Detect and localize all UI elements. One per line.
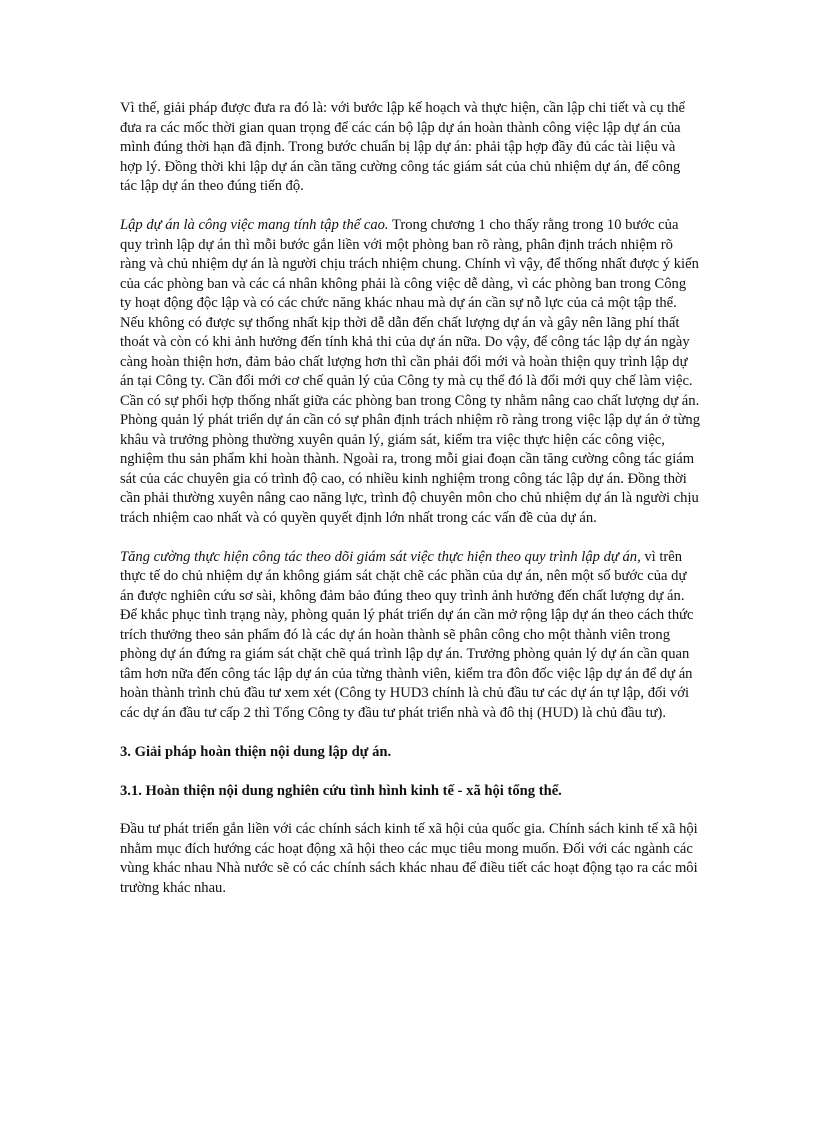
section-heading-3-1: 3.1. Hoàn thiện nội dung nghiên cứu tình hình kinh tế - xã hội tổng thể. [120, 782, 562, 799]
section-heading-3: 3. Giải pháp hoàn thiện nội dung lập dự án. [120, 744, 392, 760]
document-body [120, 99, 700, 898]
paragraph-collective-work-body: Trong chương 1 cho thấy rằng trong 10 bước của quy trình lập dự án thì mỗi bước gắn liền với một phòng ban rõ ràng, phân định trách nhiệm rõ ràng và chủ nhiệm dự án là người chịu trách nhiệm chung. Chính vì vậy, để thống nhất được ý kiến của các phòng ban và các cá nhân không phải là công việc dễ dàng, vì các phòng ban trong Công ty hoạt động độc lập và có các chức năng khác nhau mà dự án cần sự nỗ lực của cả một tập thể. Nếu không có được sự thống nhất kịp thời dễ dẫn đến chất lượng dự án và gây nên lãng phí thất thoát và còn có khi ảnh hưởng đến tính khả thi của dự án nữa. Do vậy, để công tác lập dự án ngày càng hoàn thiện hơn, đảm bảo chất lượng hơn thì cần phải đổi mới và hoàn thiện quy trình lập dự án tại Công ty. Cần đổi mới cơ chế quản lý của Công ty mà cụ thể đó là đổi mới quy chế làm việc. Cần có sự phối hợp thống nhất giữa các phòng ban trong Công ty nhằm nâng cao chất lượng dự án. Phòng quản lý phát triển dự án cần có sự phân định trách nhiệm rõ ràng trong việc lập dự án ở từng khâu và trưởng phòng thường xuyên quản lý, giám sát, kiểm tra việc thực hiện các công việc, nghiệm thu sản phẩm khi hoàn thành. Ngoài ra, trong mỗi giai đoạn cần tăng cường công tác giám sát của các chuyên gia có trình độ cao, có nhiều kinh nghiệm trong công tác lập dự án. Đồng thời cần phải thường xuyên nâng cao năng lực, trình độ chuyên môn cho chủ nhiệm dự án là người chịu trách nhiệm cao nhất và có quyền quyết định lớn nhất trong các vấn đề của dự án. [120, 217, 700, 526]
paragraph-collective-work-lead: Lập dự án là công việc mang tính tập thể cao. [120, 217, 389, 233]
paragraph-planning: Vì thế, giải pháp được đưa ra đó là: với bước lập kế hoạch và thực hiện, cần lập chi tiết và cụ thể đưa ra các mốc thời gian quan trọng để các cán bộ lập dự án hoàn thành công việc lập dự án của mình đúng thời hạn đã định. Trong bước chuẩn bị lập dự án: phải tập hợp đầy đủ các tài liệu và hợp lý. Đồng thời khi lập dự án cần tăng cường công tác giám sát của chủ nhiệm dự án, để công tác lập dự án theo đúng tiến độ. [120, 100, 685, 194]
paragraph-investment-policy: Đầu tư phát triển gắn liền với các chính sách kinh tế xã hội của quốc gia. Chính sách kinh tế xã hội nhằm mục đích hướng các hoạt động xã hội theo các mục tiêu mong muốn. Đối với các ngành các vùng khác nhau Nhà nước sẽ có các chính sách khác nhau để điều tiết các hoạt động tạo ra các môi trường khác nhau. [120, 821, 698, 896]
paragraph-supervision-body: vì trên thực tế do chủ nhiệm dự án không giám sát chặt chẽ các phần của dự án, nên một số bước của dự án được nghiên cứu sơ sài, không đảm bảo đúng theo quy trình ảnh hưởng đến chất lượng dự án. Để khắc phục tình trạng này, phòng quản lý phát triển dự án cần mở rộng lập dự án theo cách thức trích thưởng theo sản phẩm đó là các dự án hoàn thành sẽ phân công cho một thành viên trong phòng dự án đứng ra giám sát chặt chẽ quá trình lập dự án. Trưởng phòng quản lý dự án cần quan tâm hơn nữa đến công tác lập dự án của từng thành viên, kiểm tra đôn đốc việc lập dự án để dự án hoàn thành trình chủ đầu tư xem xét (Công ty HUD3 chính là chủ đầu tư các dự án tự lập, đối với các dự án đầu tư cấp 2 thì Tổng Công ty đầu tư phát triển nhà và đô thị (HUD) là chủ đầu tư). [120, 548, 694, 721]
paragraph-collective-work [120, 216, 700, 528]
paragraph-supervision-lead: Tăng cường thực hiện công tác theo dõi giám sát việc thực hiện theo quy trình lập dự án, [120, 548, 641, 565]
paragraph-supervision [120, 548, 700, 724]
